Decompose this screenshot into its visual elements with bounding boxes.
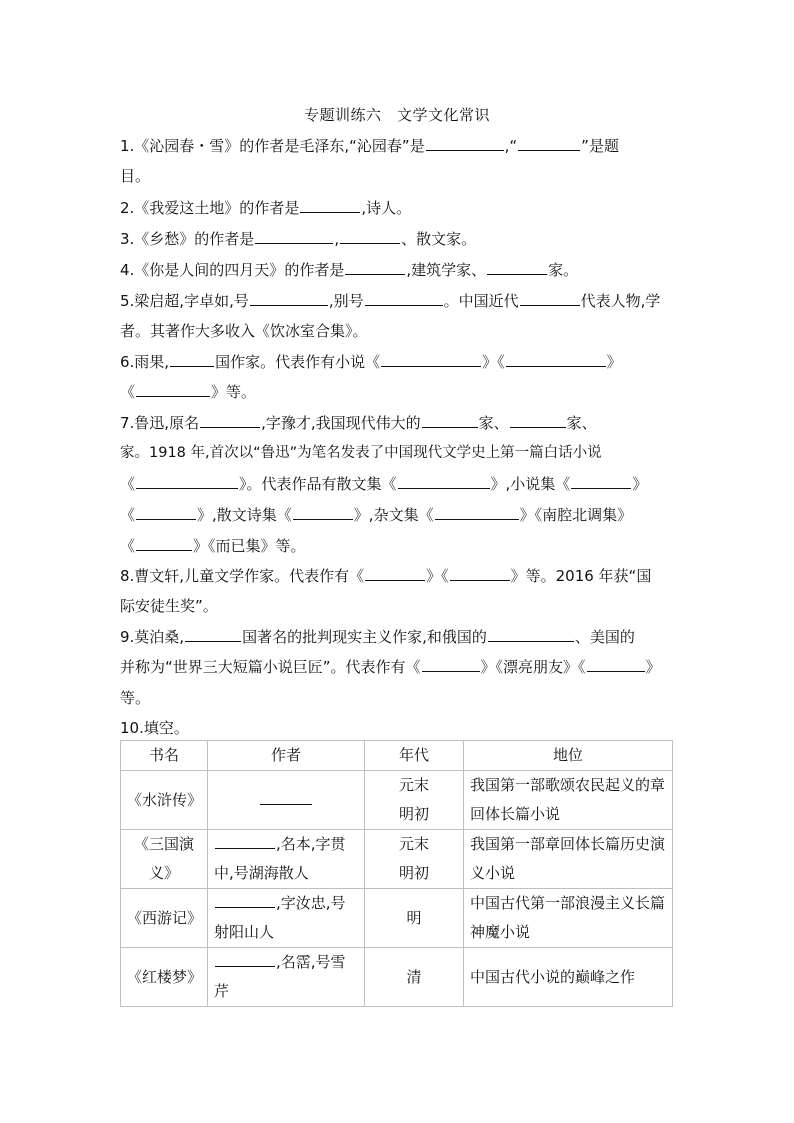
page-title: 专题训练六 文学文化常识 — [303, 106, 490, 124]
answer-blank[interactable] — [136, 536, 192, 551]
book-cell: 《三国演义》 — [121, 830, 208, 889]
table-header-row — [121, 741, 673, 771]
question-7-cont-3: 《 》,散文诗集《 》,杂文集《 》《南腔北调集》 — [120, 506, 633, 524]
question-9-cont: 并称为“世界三大短篇小说巨匠”。代表作有《 》《漂亮朋友》《 》 — [120, 658, 661, 676]
question-7-cont-2: 《 》。代表作品有散文集《 》,小说集《 》 — [120, 475, 648, 493]
book-cell: 《红楼梦》 — [121, 948, 208, 1007]
question-1-cont: 目。 — [120, 167, 151, 185]
era-cell: 明 — [365, 889, 464, 948]
status-cell: 我国第一部章回体长篇历史演 义小说 — [464, 830, 673, 889]
answer-blank[interactable] — [571, 474, 631, 489]
answer-blank[interactable] — [426, 136, 504, 151]
book-cell: 《西游记》 — [121, 889, 208, 948]
answer-blank[interactable] — [255, 229, 333, 244]
column-header-era: 年代 — [365, 741, 464, 771]
answer-blank[interactable] — [136, 382, 210, 397]
answer-blank[interactable] — [345, 260, 405, 275]
question-7: 7.鲁迅,原名 ,字豫才,我国现代伟大的 家、 家、 — [120, 414, 597, 432]
status-cell: 中国古代第一部浪漫主义长篇 神魔小说 — [464, 889, 673, 948]
answer-blank[interactable] — [518, 136, 580, 151]
answer-blank[interactable] — [215, 952, 275, 967]
answer-blank[interactable] — [587, 657, 645, 672]
answer-blank[interactable] — [520, 291, 580, 306]
answer-blank[interactable] — [170, 352, 214, 367]
q1-text: 1.《沁园春・雪》的作者是毛泽东,“沁园春”是 — [120, 137, 425, 155]
answer-blank[interactable] — [136, 474, 238, 489]
status-cell: 我国第一部歌颂农民起义的章 回体长篇小说 — [464, 771, 673, 830]
answer-blank[interactable] — [293, 505, 353, 520]
answer-blank[interactable] — [136, 505, 196, 520]
answer-blank[interactable] — [435, 505, 519, 520]
question-5: 5.梁启超,字卓如,号 ,别号 。中国近代 代表人物,学 — [120, 292, 661, 310]
era-cell: 元末 明初 — [365, 830, 464, 889]
answer-blank[interactable] — [365, 566, 425, 581]
question-9-cont-2: 等。 — [120, 689, 151, 707]
question-10: 10.填空。 — [120, 719, 189, 737]
answer-blank[interactable] — [185, 627, 241, 642]
answer-blank[interactable] — [450, 566, 510, 581]
column-header-status: 地位 — [464, 741, 673, 771]
column-header-book: 书名 — [121, 741, 208, 771]
answer-blank[interactable] — [422, 413, 478, 428]
answer-blank[interactable] — [200, 413, 260, 428]
answer-blank[interactable] — [422, 657, 480, 672]
author-cell: ,名霑,号雪 芹 — [208, 948, 365, 1007]
author-cell — [208, 771, 365, 830]
author-cell: ,名本,字贯 中,号湖海散人 — [208, 830, 365, 889]
table-row — [121, 948, 673, 1007]
answer-blank[interactable] — [215, 893, 275, 908]
answer-blank[interactable] — [340, 229, 400, 244]
answer-blank[interactable] — [398, 474, 490, 489]
table-row — [121, 771, 673, 830]
answer-blank[interactable] — [260, 790, 312, 805]
question-8: 8.曹文轩,儿童文学作家。代表作有《 》《 》等。2016 年获“国 — [120, 567, 652, 585]
answer-blank[interactable] — [250, 291, 328, 306]
table-row — [121, 889, 673, 948]
answer-blank[interactable] — [215, 834, 275, 849]
question-6: 6.雨果, 国作家。代表作有小说《 》《 》 — [120, 353, 622, 371]
answer-blank[interactable] — [510, 413, 566, 428]
answer-blank[interactable] — [381, 352, 481, 367]
answer-blank[interactable] — [488, 627, 574, 642]
book-cell: 《水浒传》 — [121, 771, 208, 830]
column-header-author: 作者 — [208, 741, 365, 771]
author-cell: ,字汝忠,号 射阳山人 — [208, 889, 365, 948]
answer-blank[interactable] — [487, 260, 547, 275]
question-1: 1.《沁园春・雪》的作者是毛泽东,“沁园春”是 ,“ ”是题 — [120, 137, 619, 155]
literature-table — [120, 740, 673, 1007]
status-cell: 中国古代小说的巅峰之作 — [464, 948, 673, 1007]
question-8-cont: 际安徒生奖”。 — [120, 597, 218, 615]
answer-blank[interactable] — [300, 198, 360, 213]
answer-blank[interactable] — [365, 291, 443, 306]
question-7-cont-4: 《 》《而已集》等。 — [120, 537, 306, 555]
question-5-cont: 者。其著作大多收入《饮冰室合集》。 — [120, 322, 368, 340]
question-3: 3.《乡愁》的作者是 , 、散文家。 — [120, 230, 477, 248]
question-6-cont: 《 》等。 — [120, 383, 257, 401]
era-cell: 清 — [365, 948, 464, 1007]
question-9: 9.莫泊桑, 国著名的批判现实主义作家,和俄国的 、美国的 — [120, 628, 635, 646]
question-4: 4.《你是人间的四月天》的作者是 ,建筑学家、 家。 — [120, 261, 579, 279]
table-row — [121, 830, 673, 889]
question-2: 2.《我爱这土地》的作者是 ,诗人。 — [120, 199, 412, 217]
question-7-cont: 家。1918 年,首次以“鲁迅”为笔名发表了中国现代文学史上第一篇白话小说 — [120, 445, 602, 461]
answer-blank[interactable] — [506, 352, 606, 367]
era-cell: 元末 明初 — [365, 771, 464, 830]
